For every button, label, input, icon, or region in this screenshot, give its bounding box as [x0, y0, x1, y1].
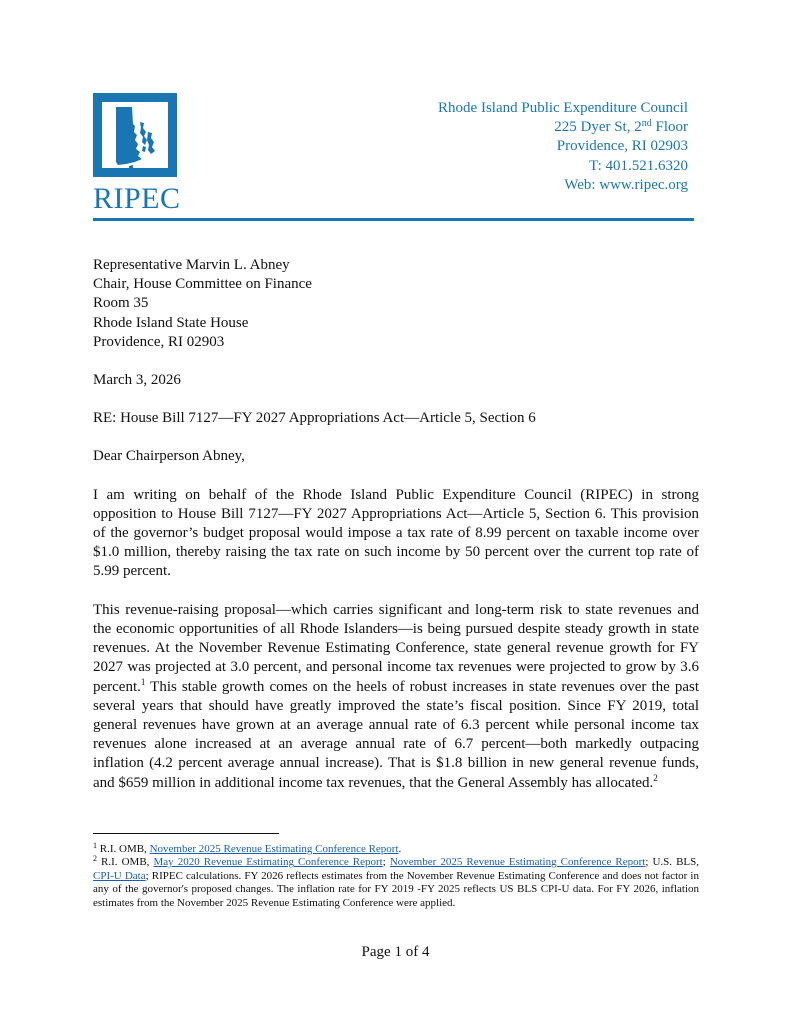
- footnote-ref-2: 2: [653, 772, 658, 783]
- body-paragraph-2: This revenue-raising proposal—which carries significant and long-term risk to state revenues and the economic opportunities of all Rhode Islanders—is being pursued despite steady growth in state revenues. At the November Revenue Estimating Conference, state general revenue growth for FY 2027 was projected at 3.0 percent, and personal income tax revenues were projected to grow by 3.6 percent.$^1$ This stable growth comes on the heels of robust increases in state revenues over the past several years that should have greatly improved the state’s fiscal position. Since FY 2019, total general revenues have grown at an average annual rate of 6.3 percent while personal income tax revenues alone increased at an average annual rate of 6.7 percent—both markedly outpacing inflation (4.2 percent average annual increase). That is $1.8 billion in new general revenue funds, and $659 million in additional income tax revenues, that the General Assembly has allocated.$^2$: [93, 601, 699, 791]
- footnote-2-link-nov-2025[interactable]: November 2025 Revenue Estimating Conference Report: [389, 856, 646, 869]
- salutation: Dear Chairperson Abney,: [93, 448, 245, 465]
- letter-body: [93, 256, 699, 812]
- footnote-1: $^1$ R.I. OMB, November 2025 Revenue Estimating Conference Report.: [93, 841, 402, 855]
- footnote-2-link-cpi[interactable]: CPI-U Data: [93, 869, 146, 882]
- recipient-address: [93, 256, 699, 352]
- recipient-room: Room 35: [93, 295, 149, 312]
- letterhead-divider: [93, 218, 694, 221]
- footnotes: [93, 843, 699, 910]
- recipient-title: Chair, House Committee on Finance: [93, 276, 312, 293]
- org-address-block: [438, 99, 688, 195]
- page-number: Page 1 of 4: [361, 944, 430, 960]
- org-name: Rhode Island Public Expenditure Council: [438, 100, 688, 116]
- logo-wordmark: RIPEC: [93, 182, 181, 215]
- re-line: RE: House Bill 7127—FY 2027 Appropriations Act—Article 5, Section 6: [93, 410, 536, 427]
- ripec-logo-mark: [93, 93, 177, 177]
- letter-date: March 3, 2026: [93, 372, 181, 389]
- org-street: 225 Dyer St, 2nd Floor: [554, 118, 688, 136]
- body-paragraph-1: I am writing on behalf of the Rhode Island Public Expenditure Council (RIPEC) in strong opposition to House Bill 7127—FY 2027 Appropriations Act—Article 5, Section 6. This provision of the governor’s budget proposal would impose a tax rate of 8.99 percent on taxable income over $1.0 million, thereby raising the tax rate on such income by 50 percent over the current top rate of 5.99 percent.: [93, 486, 699, 580]
- footnote-1-link[interactable]: November 2025 Revenue Estimating Conference Report: [149, 843, 399, 855]
- footnote-divider: [93, 833, 279, 834]
- recipient-city: Providence, RI 02903: [93, 333, 225, 350]
- rhode-island-map-icon: [102, 102, 168, 168]
- org-phone: T: 401.521.6320: [589, 157, 688, 174]
- recipient-name: Representative Marvin L. Abney: [93, 257, 290, 273]
- footnote-ref-1: 1: [140, 676, 146, 687]
- footnote-2-link-may-2020[interactable]: May 2020 Revenue Estimating Conference Report: [153, 856, 383, 869]
- org-website: Web: www.ripec.org: [564, 176, 688, 193]
- footnote-2: $^2$ R.I. OMB, May 2020 Revenue Estimating Conference Report; November 2025 Revenue Estimating Conference Report; U.S. BLS, CPI-U Data; RIPEC calculations. FY 2026 reflects estimates from the November Revenue Estimating Conference and does not factor in any of the governor's proposed changes. The inflation rate for FY 2019 -FY 2025 reflects US BLS CPI-U data. For FY 2026, inflation estimates from the November 2025 Revenue Estimating Conference were applied.: [93, 854, 699, 909]
- org-city: Providence, RI 02903: [556, 138, 688, 155]
- recipient-building: Rhode Island State House: [93, 314, 249, 331]
